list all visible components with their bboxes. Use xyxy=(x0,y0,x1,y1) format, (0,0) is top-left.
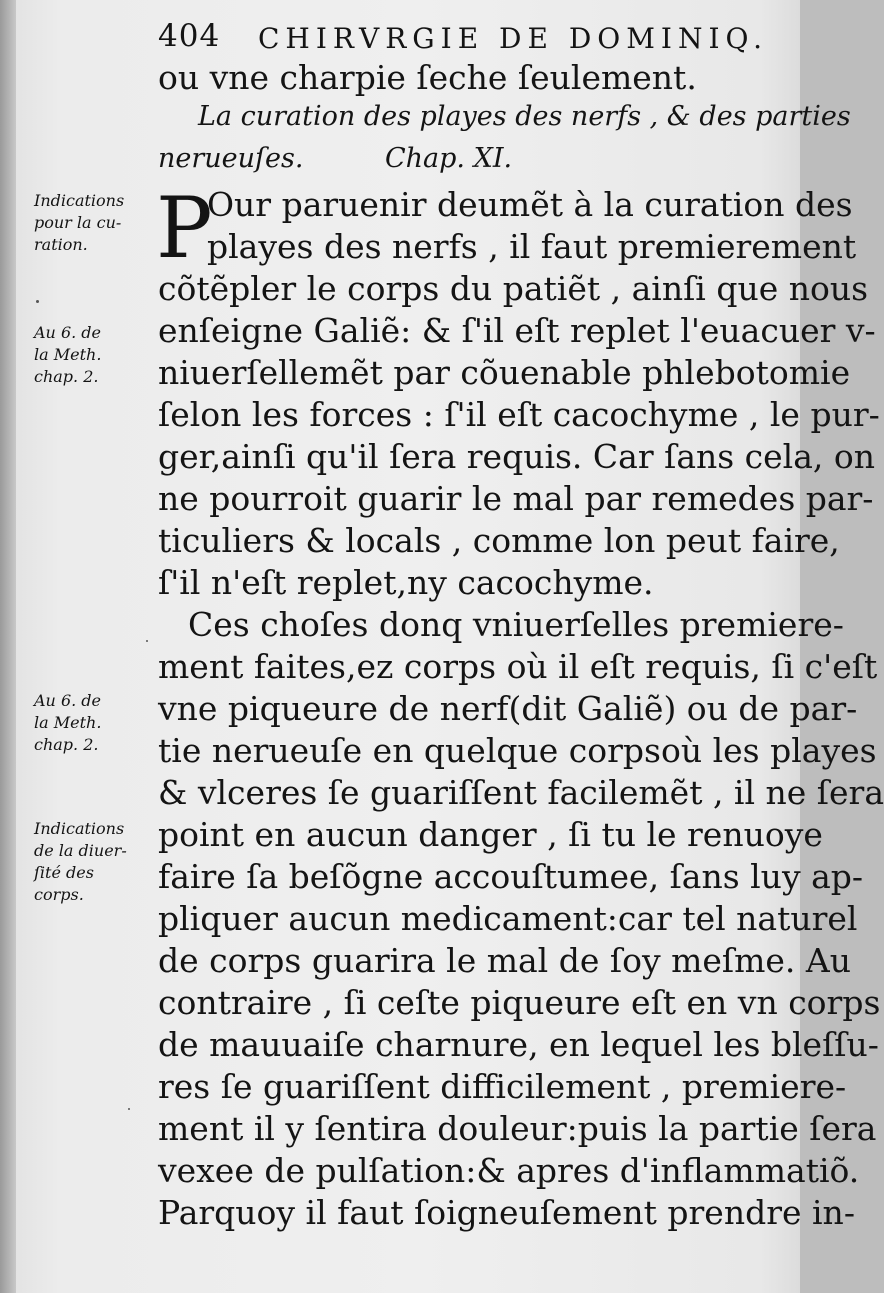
body-line: ticuliers & locals , comme lon peut faire, xyxy=(158,521,840,560)
margin-note-line: ration. xyxy=(34,235,88,254)
margin-note xyxy=(34,690,154,756)
margin-note-line: ſité des xyxy=(34,863,94,882)
margin-note-line: chap. 2. xyxy=(34,735,99,754)
margin-note-line: Indications xyxy=(34,819,125,838)
body-line: ne pourroit guarir le mal par remedes par- xyxy=(158,479,874,518)
ink-speck xyxy=(146,640,148,642)
margin-note-line: la Meth. xyxy=(34,345,102,364)
body-line: ſelon les forces : ſ'il eſt cacochyme , le pur- xyxy=(158,395,880,434)
drop-capital: P xyxy=(156,179,213,277)
body-line: niuerſellemẽt par cõuenable phlebotomie xyxy=(158,353,851,392)
margin-note-line: de la diuer- xyxy=(34,841,127,860)
page-number: 404 xyxy=(158,18,221,54)
body-line: ment il y ſentira douleur:puis la partie ſera xyxy=(158,1109,877,1148)
body-line: ger,ainſi qu'il ſera requis. Car ſans cela, on xyxy=(158,437,876,476)
body-line: Parquoy il faut ſoigneuſement prendre in- xyxy=(158,1193,855,1232)
margin-note-line: Au 6. de xyxy=(34,323,102,342)
body-line: point en aucun danger , ſi tu le renuoye xyxy=(158,815,823,854)
body-line: pliquer aucun medicament:car tel naturel xyxy=(158,899,858,938)
body-line: playes des nerfs , il faut premierement xyxy=(207,227,857,266)
binding-gutter xyxy=(0,0,16,1293)
body-line: cõtẽpler le corps du patiẽt , ainſi que nous xyxy=(158,269,869,308)
margin-note xyxy=(34,818,154,906)
chapter-number: Chap. XI. xyxy=(385,143,513,174)
margin-note-line: Au 6. de xyxy=(34,691,102,710)
margin-note-line: pour la cu- xyxy=(34,213,122,232)
margin-note-line: chap. 2. xyxy=(34,367,99,386)
margin-note-line: la Meth. xyxy=(34,713,102,732)
body-line: faire ſa beſõgne accouſtumee, ſans luy ap- xyxy=(158,857,864,896)
body-line: res ſe guariſſent difficilement , premiere- xyxy=(158,1067,847,1106)
body-line: contraire , ſi ceſte piqueure eſt en vn corps xyxy=(158,983,881,1022)
body-line: ſ'il n'eſt replet,ny cacochyme. xyxy=(158,563,654,602)
margin-note-line: corps. xyxy=(34,885,84,904)
ink-speck xyxy=(36,300,39,303)
body-line: Our paruenir deumẽt à la curation des xyxy=(207,185,853,224)
chapter-title: La curation des playes des nerfs , & des parties xyxy=(198,101,851,132)
body-line: de mauuaiſe charnure, en lequel les bleſſu- xyxy=(158,1025,879,1064)
body-line: vexee de pulſation:& apres d'inflammatiõ. xyxy=(158,1151,860,1190)
body-line: Ces choſes donq vniuerſelles premiere- xyxy=(188,605,844,644)
body-line: enſeigne Galiẽ: & ſ'il eſt replet l'euacuer v- xyxy=(158,311,876,350)
margin-note xyxy=(34,190,154,256)
running-head: CHIRVRGIE DE DOMINIQ. xyxy=(258,22,769,55)
chapter-title-continued: nerueuſes. xyxy=(158,143,304,174)
body-line: de corps guarira le mal de ſoy meſme. Au xyxy=(158,941,851,980)
opening-line: ou vne charpie ſeche ſeulement. xyxy=(158,58,697,97)
body-line: ment faites,ez corps où il eſt requis, ſi c'eſt xyxy=(158,647,878,686)
margin-note-line: Indications xyxy=(34,191,125,210)
body-line: tie nerueuſe en quelque corpsoù les playes xyxy=(158,731,877,770)
page-header xyxy=(158,16,778,60)
ink-speck xyxy=(128,1108,130,1110)
body-line: vne piqueure de nerf(dit Galiẽ) ou de par- xyxy=(158,689,858,728)
body-line: & vlceres ſe guariſſent facilemẽt , il ne ſera xyxy=(158,773,884,812)
margin-note xyxy=(34,322,154,388)
